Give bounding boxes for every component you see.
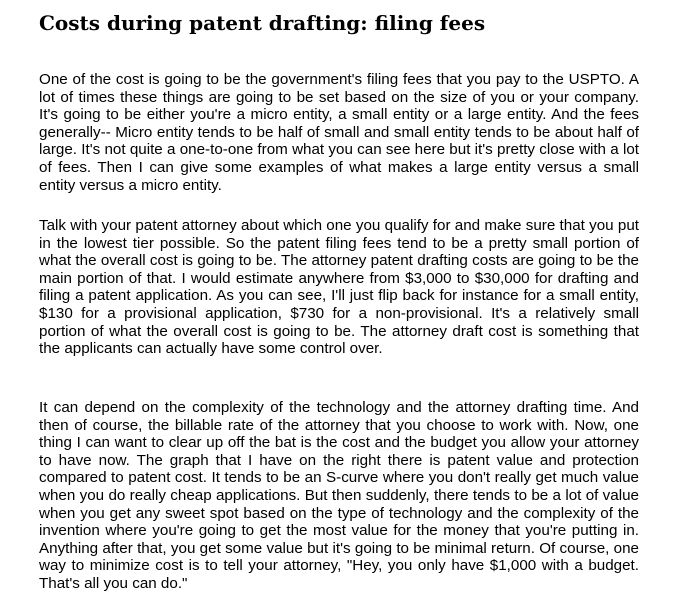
paragraph-filing-fees: One of the cost is going to be the government's filing fees that you pay to the USPTO. A lot of times these things are going to be set based on the size of you or your company. It's going to be either you're a micro entity, a small entity or a large entity. And the fees generally-- Micro entity tends to be half of small and small entity tends to be about half of large. It's not quite a one-to-one from what you can see here but it's pretty close with a lot of fees. Then I can give some examples of what makes a large entity versus a small entity versus a micro entity.	[39, 71, 639, 194]
page-title: Costs during patent drafting: filing fees	[39, 11, 486, 35]
paragraph-attorney-costs: Talk with your patent attorney about which one you qualify for and make sure that you put in the lowest tier possible. So the patent filing fees tend to be a pretty small portion of what the overall cost is going to be. The attorney patent drafting costs are going to be the main portion of that. I would estimate anywhere from $3,000 to $30,000 for drafting and filing a patent application. As you can see, I'll just flip back for instance for a small entity, $130 for a provisional application, $730 for a non-provisional. It's a relatively small portion of what the overall cost is going to be. The attorney draft cost is something that the applicants can actually have some control over.	[39, 217, 639, 358]
paragraph-complexity-budget: It can depend on the complexity of the technology and the attorney drafting time. And then of course, the billable rate of the attorney that you choose to work with. Now, one thing I can want to clear up off the bat is the cost and the budget you allow your attorney to have now. The graph that I have on the right there is patent value and protection compared to patent cost. It tends to be an S-curve where you don't really get much value when you do really cheap applications. But then suddenly, there tends to be a lot of value when you get any sweet spot based on the type of technology and the complexity of the invention where you're going to get the most value for the money that you're putting in. Anything after that, you get some value but it's going to be minimal return. Of course, one way to minimize cost is to tell your attorney, "Hey, you only have $1,000 with a budget. That's all you can do."	[39, 399, 639, 592]
